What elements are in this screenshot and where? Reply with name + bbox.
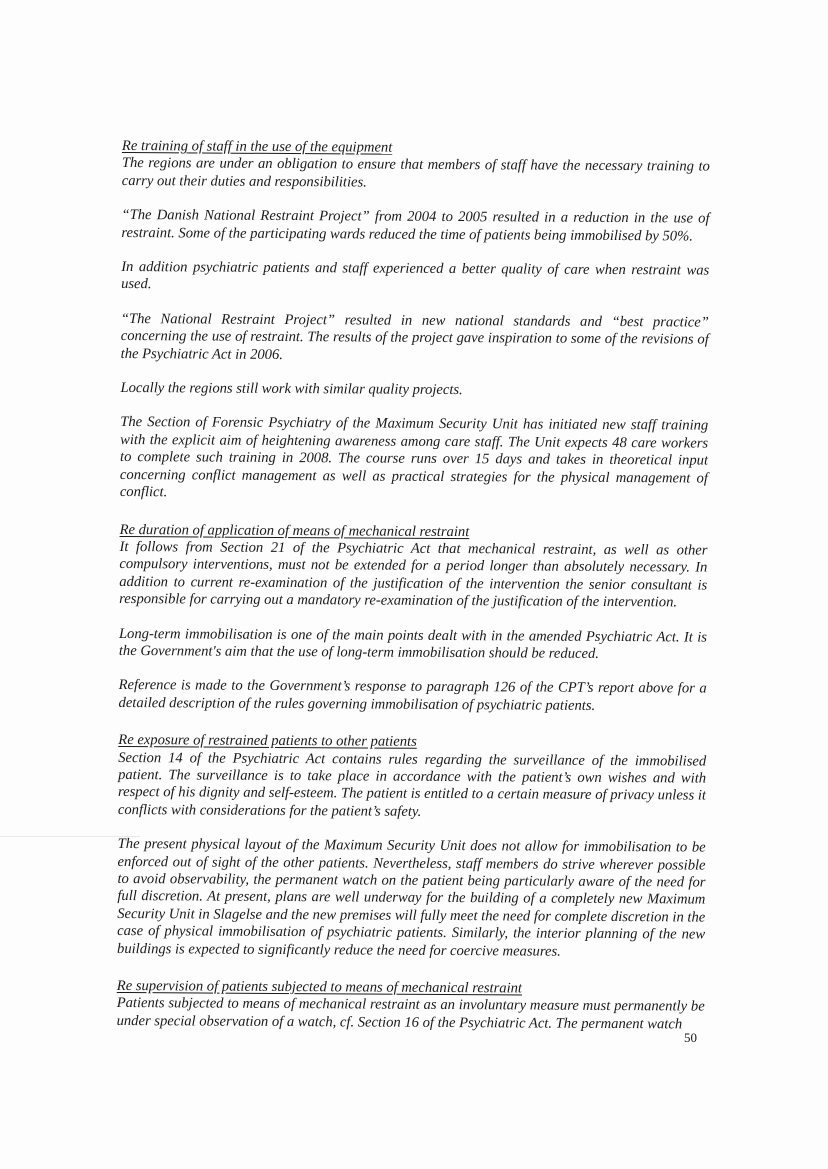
page-number: 50	[684, 1030, 697, 1045]
paragraph: The regions are under an obligation to ensure that members of staff have the necessary training to carry out their duties and responsibilities.	[121, 155, 710, 191]
section-heading: Re supervision of patients subjected to means of mechanical restraint	[116, 978, 523, 997]
section-patient-exposure	[117, 732, 706, 961]
section-heading: Re training of staff in the use of the equipment	[121, 138, 393, 156]
section-restraint-duration	[118, 521, 707, 715]
paragraph: Reference is made to the Government’s response to paragraph 126 of the CPT’s report above for a detailed description of the rules governing immobilisation of psychiatric patients.	[118, 677, 707, 714]
paragraph: It follows from Section 21 of the Psychiatric Act that mechanical restraint, as well as other compulsory interventions, must not be extended for a period longer than absolutely necessary. In addition to current re-examination of the justification of the intervention the senior consultant is responsible for carrying out a mandatory re-examination of the justification of the intervention.	[119, 538, 708, 611]
paragraph: Locally the regions still work with similar quality projects.	[120, 380, 463, 399]
section-heading: Re duration of application of means of mechanical restraint	[119, 521, 470, 540]
paragraph: “The National Restraint Project” resulted in new national standards and “best practice” concerning the use of restraint. The results of the project gave inspiration to some of the revisions of the Psychiatric Act in 2006.	[120, 310, 709, 363]
section-patient-supervision	[117, 978, 705, 1034]
paragraph: Section 14 of the Psychiatric Act contains rules regarding the surveillance of the immobilised patient. The surveillance is to take place in accordance with the patient’s own wishes and with respect of his dignity and self-esteem. The patient is entitled to a certain measure of privacy unless it conflicts with considerations for the patient’s safety.	[117, 749, 707, 820]
paragraph: Patients subjected to means of mechanical restraint as an involuntary measure must permanently be under special observation of a watch, cf. Section 16 of the Psychiatric Act. The permanent watch	[116, 995, 705, 1033]
paragraph: The present physical layout of the Maximum Security Unit does not allow for immobilisation to be enforced out of sight of the other patients. Nevertheless, staff members do strive wherever possible to avoid observability, the permanent watch on the patient being particularly aware of the need for full discretion. At present, plans are well underway for the building of a completely new Maximum Security Unit in Slagelse and the new premises will fully meet the need for complete discretion in the case of physical immobilisation of psychiatric patients. Similarly, the interior planning of the new buildings is expected to significantly reduce the need for coercive measures.	[116, 836, 706, 960]
paragraph: The Section of Forensic Psychiatry of the Maximum Security Unit has initiated new staff training with the explicit aim of heightening awareness among care staff. The Unit expects 48 care workers to complete such training in 2008. The course runs over 15 days and takes in theoretical input concerning conflict management as well as practical strategies for the physical management of conflict.	[119, 414, 709, 501]
paragraph: Long-term immobilisation is one of the main points dealt with in the amended Psychiatric Act. It is the Government's aim that the use of long-term immobilisation should be reduced.	[118, 625, 708, 662]
paragraph: In addition psychiatric patients and staff experienced a better quality of care when restraint was used.	[121, 259, 710, 293]
section-staff-training	[120, 138, 710, 505]
section-heading: Re exposure of restrained patients to other patients	[118, 732, 417, 750]
paragraph: “The Danish National Restraint Project” from 2004 to 2005 resulted in a reduction in the use of restraint. Some of the participating wards reduced the time of patients being immobilised by 50%.	[121, 207, 710, 245]
document-body	[116, 138, 710, 1054]
